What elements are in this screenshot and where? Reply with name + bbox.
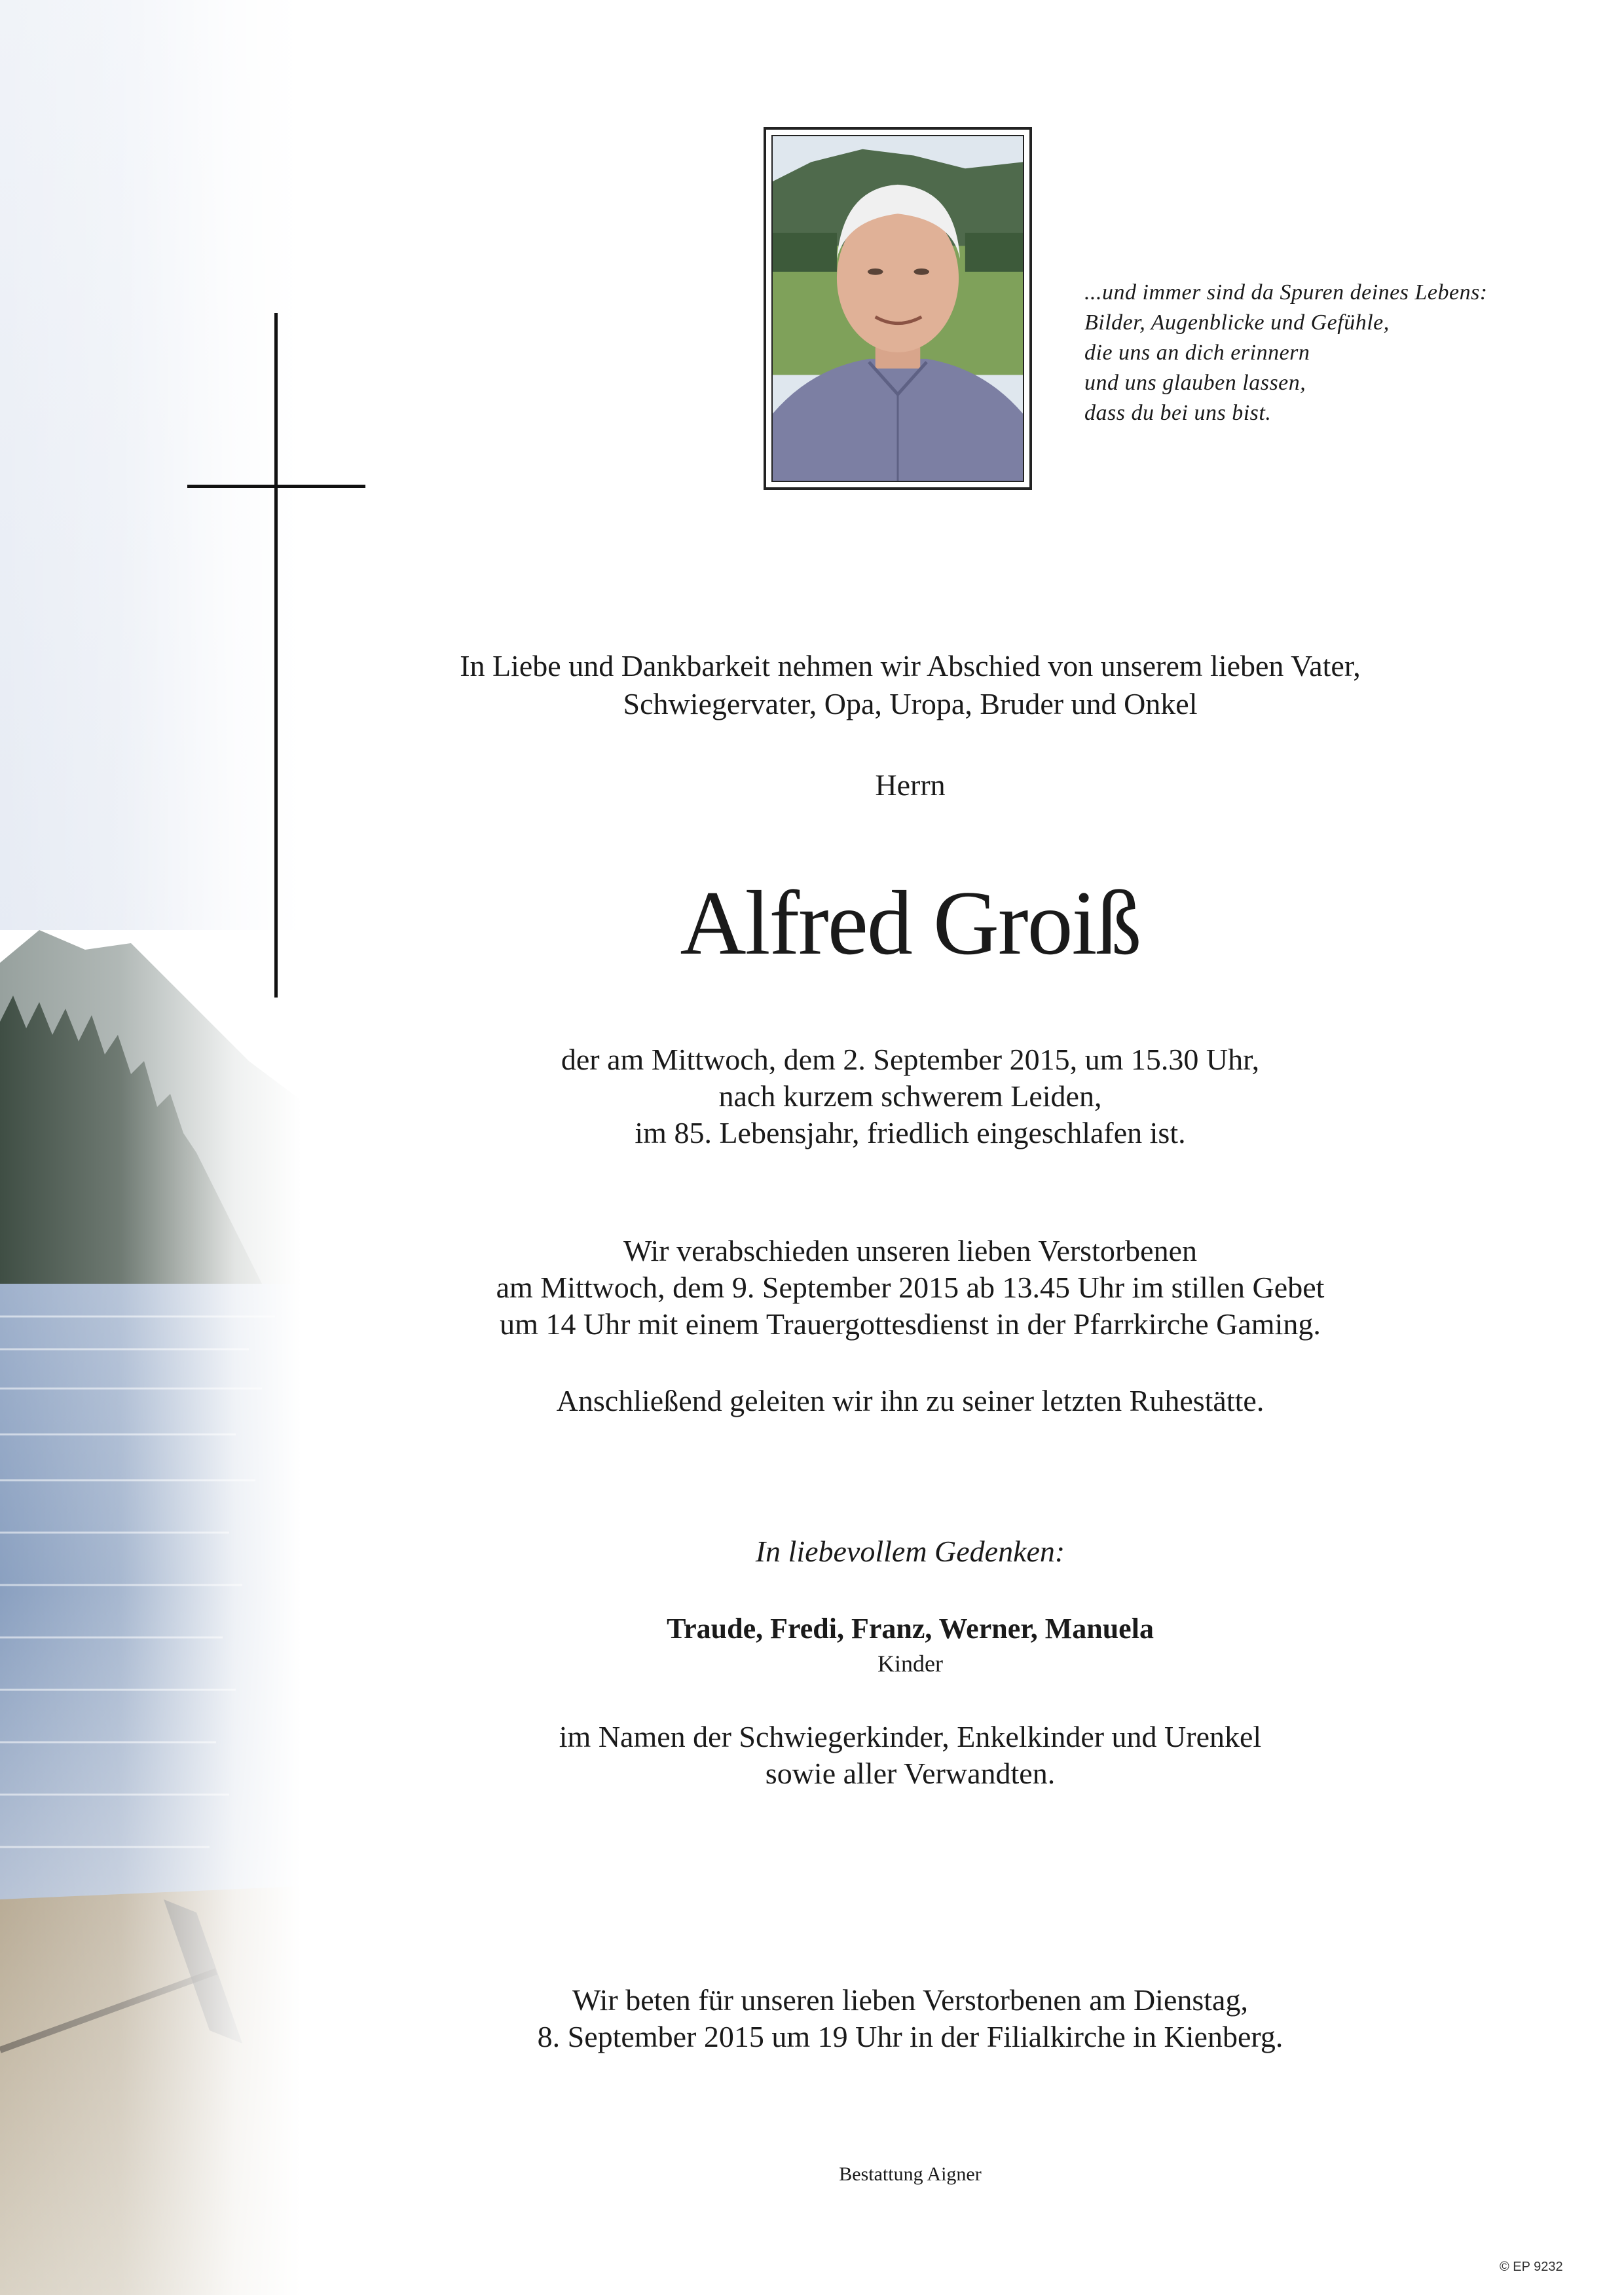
prayer-line-2: 8. September 2015 um 19 Uhr in der Filialkirche in Kienberg. [537, 2020, 1283, 2053]
funeral-line-1: Wir verabschieden unseren lieben Verstorbenen [623, 1234, 1198, 1267]
portrait-photo [771, 135, 1024, 482]
burial-notice: Anschließend geleiten wir ihn zu seiner letzten Ruhestätte. [556, 1384, 1264, 1417]
salutation: Herrn [875, 768, 946, 802]
funeral-line-2: am Mittwoch, dem 9. September 2015 ab 13.45 Uhr im stillen Gebet [496, 1271, 1325, 1304]
poem-line: und uns glauben lassen, [1084, 371, 1306, 395]
poem-line: die uns an dich erinnern [1084, 341, 1310, 365]
landscape-fade-overlay [0, 0, 301, 2295]
family-line-2: sowie aller Verwandten. [765, 1757, 1056, 1790]
cross-icon-horizontal-bar [187, 485, 365, 488]
death-notice-line-3: im 85. Lebensjahr, friedlich eingeschlafen ist. [635, 1116, 1186, 1149]
copyright-code: © EP 9232 [1500, 2260, 1563, 2274]
poem-line: Bilder, Augenblicke und Gefühle, [1084, 310, 1390, 335]
death-notice [367, 1041, 1454, 1151]
intro-text [367, 647, 1454, 723]
intro-line-1: In Liebe und Dankbarkeit nehmen wir Abschied von unserem lieben Vater, [460, 649, 1361, 682]
deceased-name: Alfred Groiß [680, 872, 1141, 974]
portrait-frame [764, 127, 1032, 490]
intro-line-2: Schwiegervater, Opa, Uropa, Bruder und Onkel [623, 687, 1198, 720]
poem-line: ...und immer sind da Spuren deines Lebens: [1084, 280, 1488, 305]
family-mention [367, 1719, 1454, 1792]
portrait-of-deceased-image [773, 136, 1023, 481]
poem-quote [1084, 278, 1582, 428]
death-notice-line-1: der am Mittwoch, dem 2. September 2015, um 15.30 Uhr, [561, 1043, 1260, 1076]
poem-line: dass du bei uns bist. [1084, 401, 1272, 425]
landscape-background [0, 0, 301, 2295]
funeral-line-3: um 14 Uhr mit einem Trauergottesdienst in der Pfarrkirche Gaming. [500, 1307, 1321, 1341]
children-names: Traude, Fredi, Franz, Werner, Manuela [667, 1613, 1154, 1645]
family-line-1: im Namen der Schwiegerkinder, Enkelkinder und Urenkel [559, 1720, 1262, 1753]
prayer-notice [367, 1982, 1454, 2055]
funeral-details [367, 1233, 1454, 1343]
children-label: Kinder [877, 1651, 943, 1677]
memory-heading: In liebevollem Gedenken: [755, 1535, 1065, 1568]
death-notice-line-2: nach kurzem schwerem Leiden, [718, 1079, 1102, 1113]
cross-icon-vertical-bar [274, 313, 278, 998]
prayer-line-1: Wir beten für unseren lieben Verstorbenen am Dienstag, [572, 1983, 1248, 2017]
undertaker-name: Bestattung Aigner [839, 2163, 982, 2185]
